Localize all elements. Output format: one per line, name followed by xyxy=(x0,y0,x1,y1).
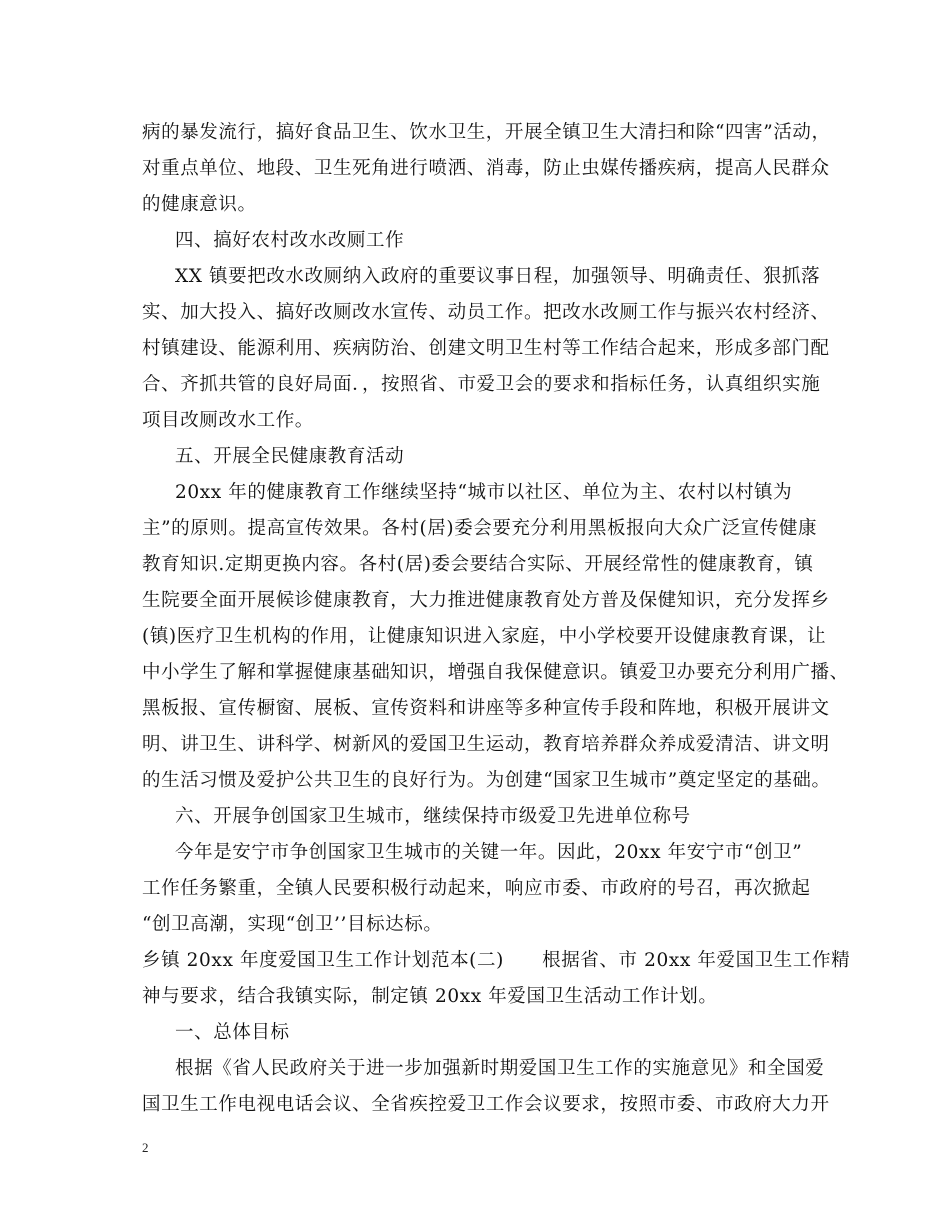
document-title-line: 乡镇 20xx 年度爱国卫生工作计划范本(二) 根据省、市 20xx 年爱国卫生工作精 xyxy=(142,950,851,971)
body-text-line: 黑板报、宣传橱窗、展板、宣传资料和讲座等多种宣传手段和阵地，积极开展讲文 xyxy=(142,698,830,719)
body-text-line: 生院要全面开展候诊健康教育，大力推进健康教育处方普及保健知识，充分发挥乡 xyxy=(142,590,830,611)
body-text-line: 工作任务繁重，全镇人民要积极行动起来，响应市委、市政府的号召，再次掀起 xyxy=(142,878,811,899)
section-heading: 四、搞好农村改水改厕工作 xyxy=(175,230,405,251)
body-text-line: XX 镇要把改水改厕纳入政府的重要议事日程，加强领导、明确责任、狠抓落 xyxy=(175,266,821,287)
body-text-line: 病的暴发流行，搞好食品卫生、饮水卫生，开展全镇卫生大清扫和除“四害”活动， xyxy=(142,122,831,143)
body-text-line: 根据《省人民政府关于进一步加强新时期爱国卫生工作的实施意见》和全国爱 xyxy=(175,1058,825,1079)
body-text-line: 项目改厕改水工作。 xyxy=(142,410,314,431)
body-text-line: “创卫高潮，实现“创卫’’目标达标。 xyxy=(142,914,443,935)
page-number: 2 xyxy=(142,1140,149,1155)
body-text-line: 实、加大投入、搞好改厕改水宣传、动员工作。把改水改厕工作与振兴农村经济、 xyxy=(142,302,830,323)
body-text-line: 国卫生工作电视电话会议、全省疾控爱卫工作会议要求，按照市委、市政府大力开 xyxy=(142,1094,830,1115)
section-heading: 一、总体目标 xyxy=(175,1022,290,1043)
body-text-line: (镇)医疗卫生机构的作用，让健康知识进入家庭，中小学校要开设健康教育课，让 xyxy=(142,626,827,647)
body-text-line: 20xx 年的健康教育工作继续坚持“城市以社区、单位为主、农村以村镇为 xyxy=(175,482,793,503)
body-text-line: 合、齐抓共管的良好局面．，按照省、市爱卫会的要求和指标任务，认真组织实施 xyxy=(142,374,821,395)
body-text-line: 村镇建设、能源利用、疾病防治、创建文明卫生村等工作结合起来，形成多部门配 xyxy=(142,338,830,359)
body-text-line: 明、讲卫生、讲科学、树新风的爱国卫生运动，教育培养群众养成爱清洁、讲文明 xyxy=(142,734,830,755)
body-text-line: 的健康意识。 xyxy=(142,194,257,215)
body-text-line: 今年是安宁市争创国家卫生城市的关键一年。因此，20xx 年安宁市“创卫” xyxy=(175,842,803,863)
body-text-line: 的生活习惯及爱护公共卫生的良好行为。为创建“国家卫生城市”奠定坚定的基础。 xyxy=(142,770,831,791)
body-text-line: 神与要求，结合我镇实际，制定镇 20xx 年爱国卫生活动工作计划。 xyxy=(142,986,718,1007)
body-text-line: 对重点单位、地段、卫生死角进行喷洒、消毒，防止虫媒传播疾病，提高人民群众 xyxy=(142,158,830,179)
body-text-line: 中小学生了解和掌握健康基础知识，增强自我保健意识。镇爱卫办要充分利用广播、 xyxy=(142,662,849,683)
section-heading: 六、开展争创国家卫生城市，继续保持市级爱卫先进单位称号 xyxy=(175,806,691,827)
body-text-line: 教育知识.定期更换内容。各村(居)委会要结合实际、开展经常性的健康教育，镇 xyxy=(142,554,814,575)
section-heading: 五、开展全民健康教育活动 xyxy=(175,446,405,467)
body-text-line: 主”的原则。提高宣传效果。各村(居)委会要充分利用黑板报向大众广泛宣传健康 xyxy=(142,518,818,539)
